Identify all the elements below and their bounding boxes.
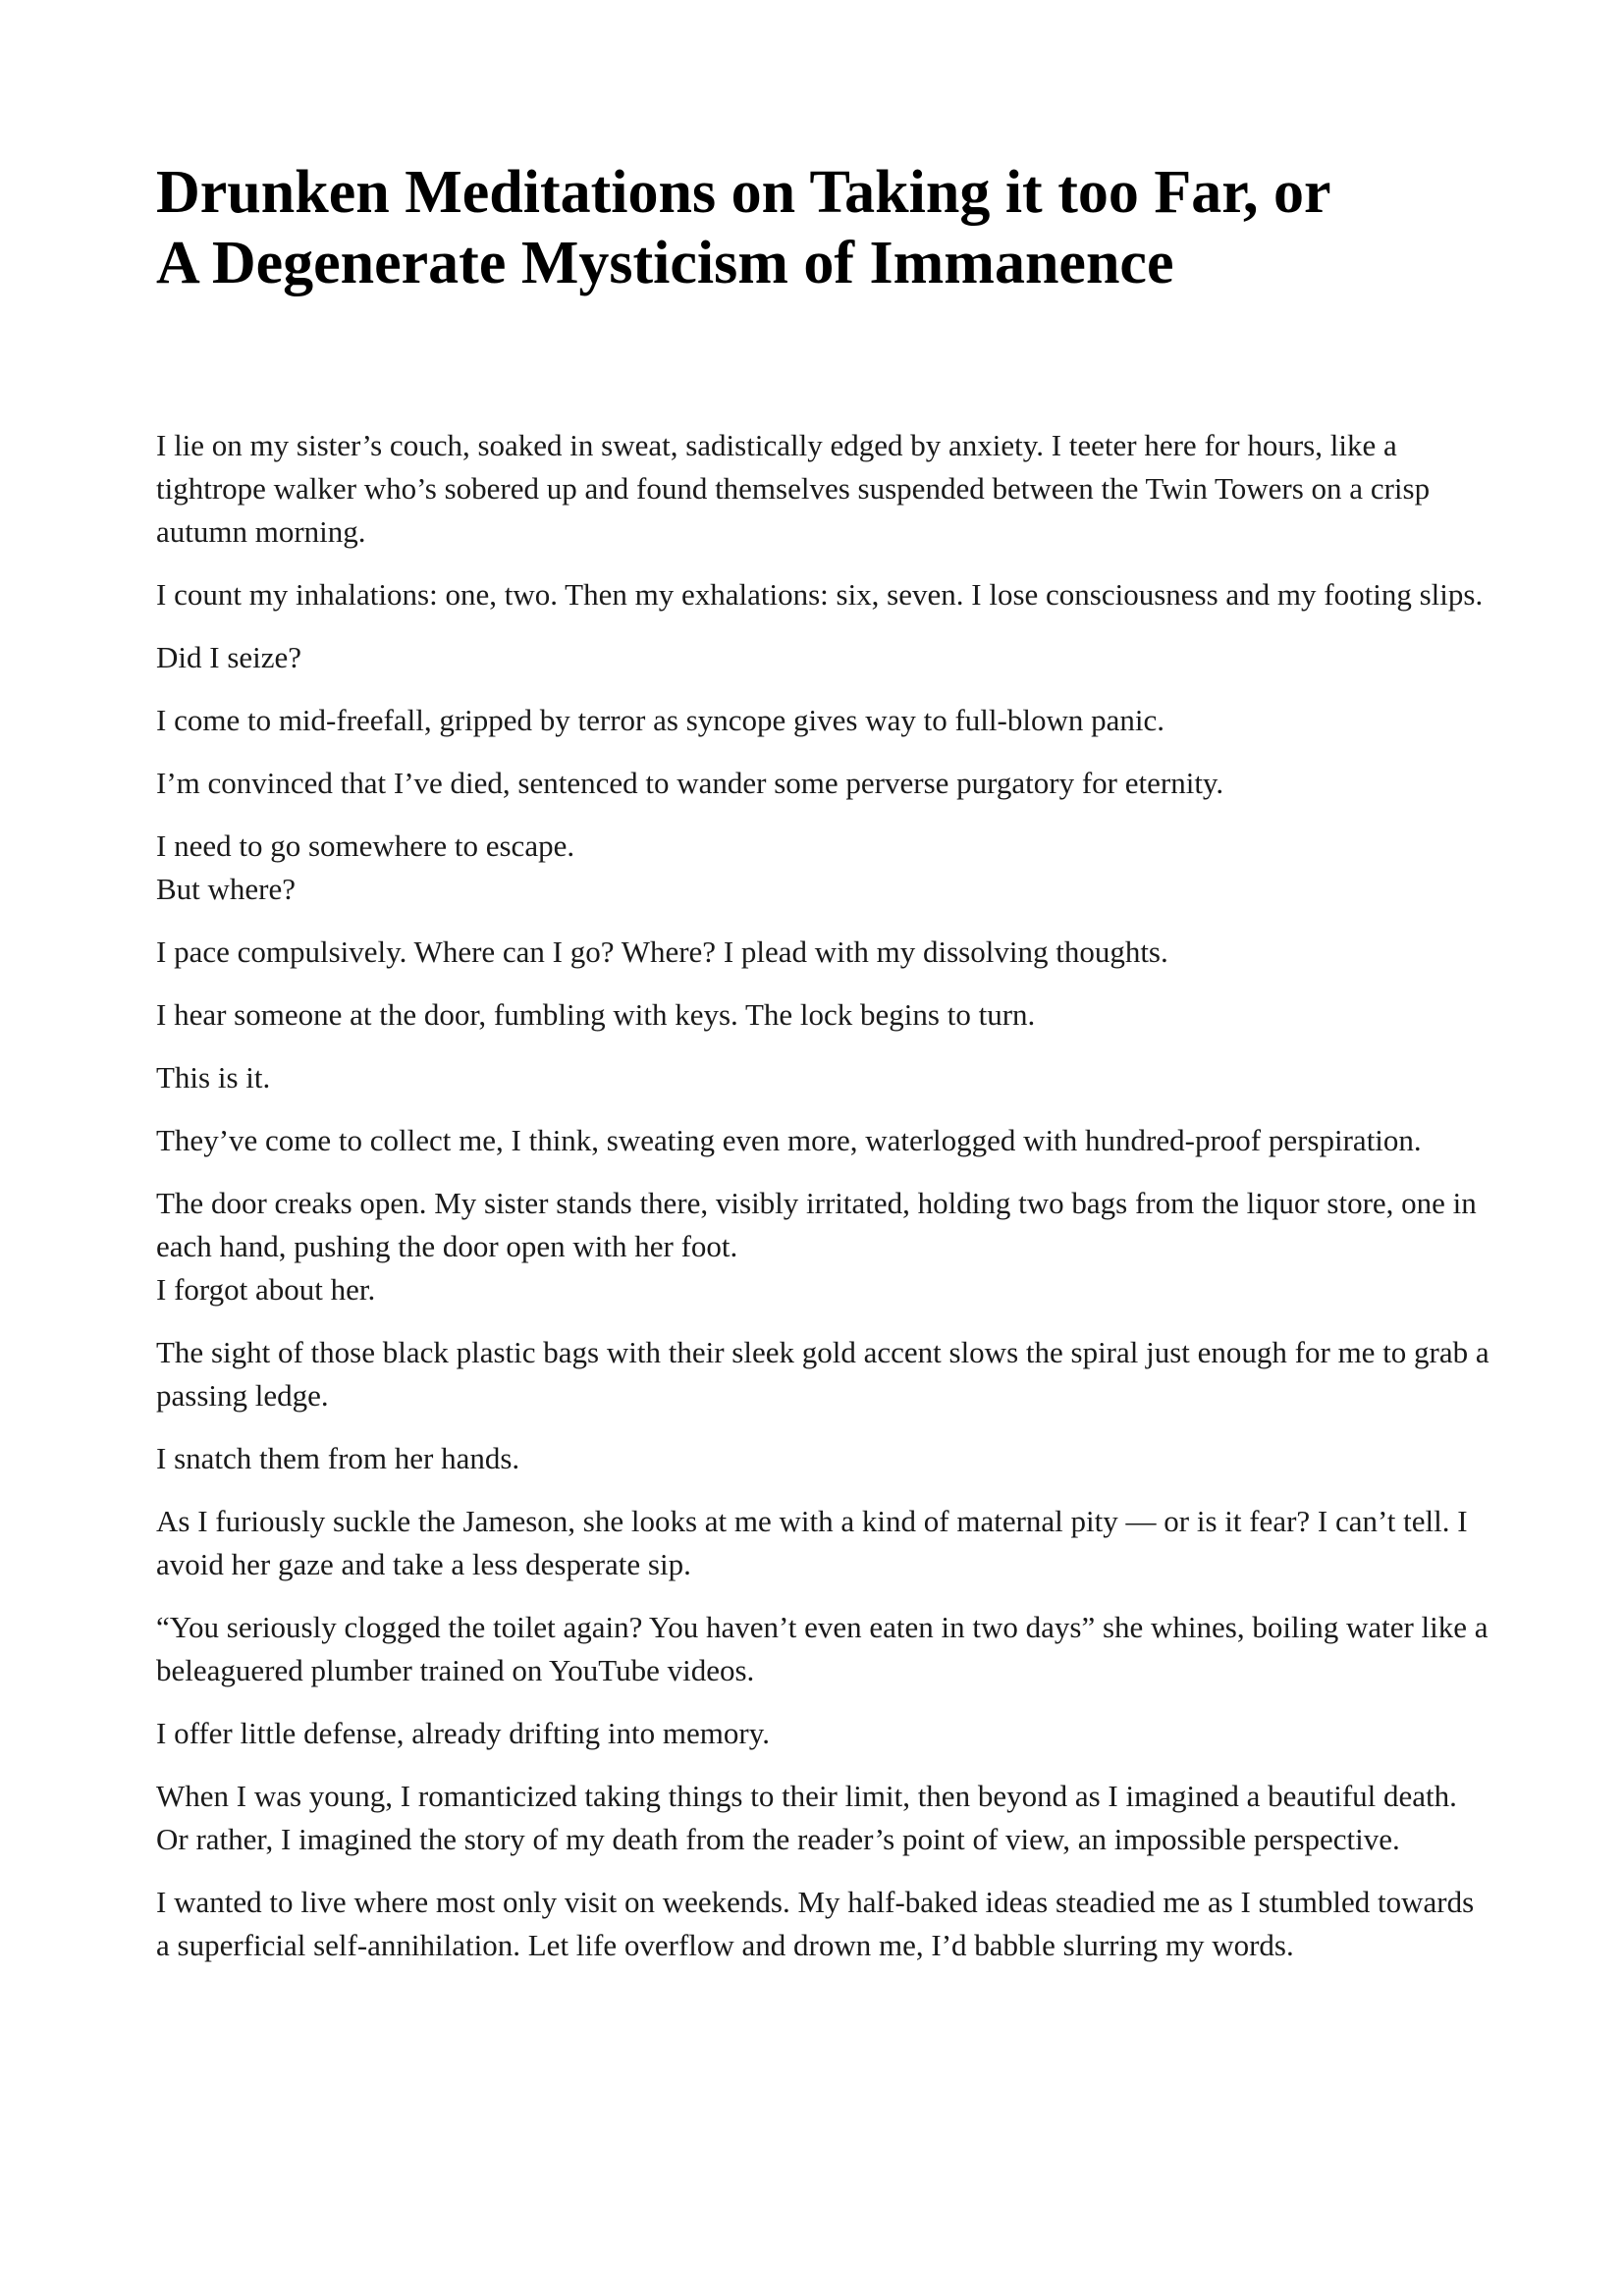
paragraph: As I furiously suckle the Jameson, she looks at me with a kind of maternal pity — or is it fear? I can’t tell. I avoid her gaze and take a less desperate sip. <box>156 1504 1468 1581</box>
paragraph: I count my inhalations: one, two. Then my exhalations: six, seven. I lose consciousness and my footing slips. <box>156 577 1484 612</box>
paragraph: The sight of those black plastic bags with their sleek gold accent slows the spiral just enough for me to grab a passing ledge. <box>156 1335 1489 1413</box>
paragraph: I come to mid-freefall, gripped by terror as syncope gives way to full-blown panic. <box>156 703 1164 737</box>
paragraph: “You seriously clogged the toilet again? You haven’t even eaten in two days” she whines, boiling water like a beleaguered plumber trained on YouTube videos. <box>156 1610 1489 1687</box>
paragraph: When I was young, I romanticized taking things to their limit, then beyond as I imagined a beautiful death. Or rather, I imagined the story of my death from the reader’s point of view, an impossible perspective. <box>156 1779 1457 1856</box>
paragraph: I lie on my sister’s couch, soaked in sweat, sadistically edged by anxiety. I teeter here for hours, like a tightrope walker who’s sobered up and found themselves suspended between the Twin Towers on a crisp autumn morning. <box>156 428 1431 549</box>
paragraph: I’m convinced that I’ve died, sentenced to wander some perverse purgatory for eternity. <box>156 766 1224 800</box>
paragraph: The door creaks open. My sister stands there, visibly irritated, holding two bags from the liquor store, one in each hand, pushing the door open with her foot. I forgot about her. <box>156 1186 1477 1307</box>
title-line-2: A Degenerate Mysticism of Immanence <box>156 230 1174 296</box>
paragraph: I hear someone at the door, fumbling with keys. The lock begins to turn. <box>156 997 1036 1032</box>
document-body <box>156 424 1491 1987</box>
paragraph: Did I seize? <box>156 640 302 674</box>
paragraph: I pace compulsively. Where can I go? Where? I plead with my dissolving thoughts. <box>156 934 1168 969</box>
title-line-1: Drunken Meditations on Taking it too Far, or <box>156 159 1331 226</box>
paragraph: They’ve come to collect me, I think, sweating even more, waterlogged with hundred-proof perspiration. <box>156 1123 1422 1157</box>
paragraph: This is it. <box>156 1060 271 1095</box>
document-title <box>156 157 1511 298</box>
paragraph: I snatch them from her hands. <box>156 1441 520 1475</box>
paragraph: I offer little defense, already drifting into memory. <box>156 1716 770 1750</box>
paragraph: I need to go somewhere to escape. But where? <box>156 828 575 906</box>
paragraph: I wanted to live where most only visit on weekends. My half-baked ideas steadied me as I stumbled towards a superficial self-annihilation. Let life overflow and drown me, I’d babble slurring my words. <box>156 1885 1475 1962</box>
